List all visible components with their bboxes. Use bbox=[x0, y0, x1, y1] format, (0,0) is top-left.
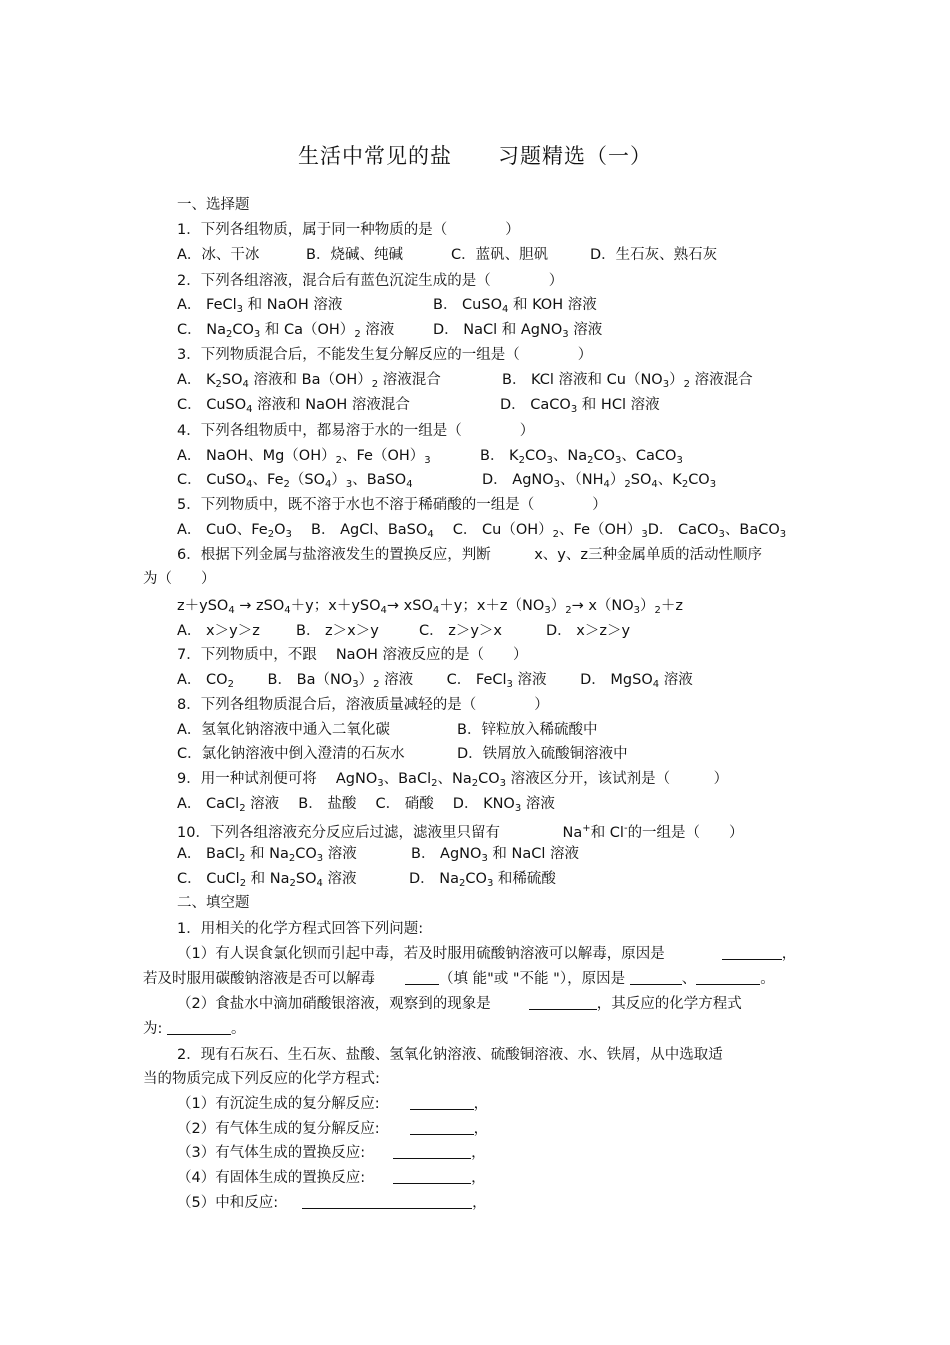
question-5: 5．下列物质中，既不溶于水也不溶于稀硝酸的一组是（ ） bbox=[177, 497, 607, 513]
fill-2-item-5: （5）中和反应: ， bbox=[177, 1195, 487, 1211]
q8-option-d: D．铁屑放入硫酸铜溶液中 bbox=[457, 746, 628, 762]
q8-option-b: B．锌粒放入稀硫酸中 bbox=[457, 722, 598, 738]
q3-option-b: B． KCl 溶液和 $Cu(NO_3)_2$ 溶液混合 bbox=[502, 372, 753, 390]
fill-2-item-1: （1）有沉淀生成的复分解反应: ， bbox=[177, 1096, 489, 1112]
fill-1-part1-cont: 若及时服用碳酸钠溶液是否可以解毒 （填 能"或 "不能 "），原因是 、 。 bbox=[143, 971, 775, 987]
fill-2-item-4: （4）有固体生成的置换反应: ， bbox=[177, 1170, 486, 1186]
q1-option-d: D．生石灰、熟石灰 bbox=[590, 247, 718, 263]
q2-option-a: A． FeCl$_3$ 和 NaOH 溶液 bbox=[177, 297, 343, 315]
q1-option-b: B．烧碱、纯碱 bbox=[306, 247, 403, 263]
q6-option-d: D． x＞z＞y bbox=[546, 623, 631, 639]
q1-option-a: A．冰、干冰 bbox=[177, 247, 260, 263]
q1-option-c: C．蓝矾、胆矾 bbox=[451, 247, 549, 263]
question-10: 10．下列各组溶液充分反应后过滤，滤液里只留有 Na+和 Cl-的一组是（ ） bbox=[177, 823, 744, 841]
question-3: 3．下列物质混合后，不能发生复分解反应的一组是（ ） bbox=[177, 347, 593, 363]
question-6-cont: 为（ ） bbox=[143, 571, 216, 587]
q6-equations: z＋ySO$_4$ → zSO$_4$＋y；x＋ySO$_4$→ xSO$_4$＋y；$x+z(NO_3)_2\to x(NO_3)_2+z$ bbox=[177, 598, 684, 616]
q8-option-c: C．氯化钠溶液中倒入澄清的石灰水 bbox=[177, 746, 405, 762]
fill-1-part2-cont: 为: 。 bbox=[143, 1021, 246, 1037]
q5-options: A． CuO、$Fe_2O_3$ B． AgCl、BaSO$_4$ C． $Cu(OH)_2$、$Fe(OH)_3D$． CaCO$_3$、BaCO$_3$ bbox=[177, 522, 787, 540]
fill-1-part2: （2）食盐水中滴加硝酸银溶液，观察到的现象是 ，其反应的化学方程式 bbox=[177, 996, 742, 1012]
q2-option-b: B． CuSO$_4$ 和 KOH 溶液 bbox=[433, 297, 597, 315]
section-fill-heading: 二、填空题 bbox=[177, 895, 250, 911]
q2-option-c: C． $Na_2CO_3$ 和 $Ca(OH)_2$ 溶液 bbox=[177, 322, 395, 340]
q9-options: A． CaCl$_2$ 溶液 B． 盐酸 C． 硝酸 D． $KNO_3$ 溶液 bbox=[177, 796, 555, 814]
question-1: 1．下列各组物质，属于同一种物质的是（ ） bbox=[177, 222, 520, 238]
page-title: 生活中常见的盐 习题精选（一） bbox=[298, 144, 652, 168]
q6-option-b: B． z＞x＞y bbox=[296, 623, 379, 639]
q6-option-c: C． z＞y＞x bbox=[419, 623, 503, 639]
q3-option-a: A． $K_2SO_4$ 溶液和 $Ba(OH)_2$ 溶液混合 bbox=[177, 372, 441, 390]
q4-option-c: C． CuSO$_4$、$Fe_2(SO_4)_3$、BaSO$_4$ bbox=[177, 472, 413, 490]
q6-option-a: A． x＞y＞z bbox=[177, 623, 260, 639]
q4-option-b: B． $K_2CO_3$、$Na_2CO_3$、CaCO$_3$ bbox=[480, 448, 683, 466]
question-6: 6．根据下列金属与盐溶液发生的置换反应，判断 x、y、z三种金属单质的活动性顺序 bbox=[177, 547, 762, 563]
q2-option-d: D． NaCl 和 AgNO$_3$ 溶液 bbox=[433, 322, 603, 340]
q4-option-a: A． NaOH、$Mg(OH)_2$、$Fe(OH)_3$ bbox=[177, 448, 431, 466]
question-7: 7．下列物质中，不跟 NaOH 溶液反应的是（ ） bbox=[177, 647, 528, 663]
q10-option-d: D． $Na_2CO_3$ 和稀硫酸 bbox=[409, 871, 556, 889]
q4-option-d: D． AgNO$_3$、$(NH_4)_2SO_4$、$K_2CO_3$ bbox=[482, 472, 717, 490]
q8-option-a: A．氢氧化钠溶液中通入二氧化碳 bbox=[177, 722, 390, 738]
q7-options: A． $CO_2$ B． $Ba(NO_3)_2$ 溶液 C． FeCl$_3$ 溶液 D． MgSO$_4$ 溶液 bbox=[177, 672, 693, 690]
question-4: 4．下列各组物质中，都易溶于水的一组是（ ） bbox=[177, 423, 535, 439]
fill-2-item-3: （3）有气体生成的置换反应: ， bbox=[177, 1145, 486, 1161]
fill-1: 1．用相关的化学方程式回答下列问题: bbox=[177, 921, 424, 937]
fill-1-part1: （1）有人误食氯化钡而引起中毒，若及时服用硫酸钠溶液可以解毒，原因是 ， bbox=[177, 946, 797, 962]
fill-2-cont: 当的物质完成下列反应的化学方程式: bbox=[143, 1071, 380, 1087]
q3-option-d: D． CaCO$_3$ 和 HCl 溶液 bbox=[500, 397, 660, 415]
q3-option-c: C． CuSO$_4$ 溶液和 NaOH 溶液混合 bbox=[177, 397, 410, 415]
question-8: 8．下列各组物质混合后，溶液质量减轻的是（ ） bbox=[177, 697, 549, 713]
q10-option-b: B． AgNO$_3$ 和 NaCl 溶液 bbox=[411, 846, 580, 864]
question-9: 9．用一种试剂便可将 AgNO$_3$、BaCl$_2$、$Na_2CO_3$ 溶液区分开，该试剂是（ ） bbox=[177, 771, 729, 789]
section-choice-heading: 一、选择题 bbox=[177, 197, 250, 213]
question-2: 2．下列各组溶液，混合后有蓝色沉淀生成的是（ ） bbox=[177, 273, 564, 289]
q10-option-a: A． BaCl$_2$ 和 $Na_2CO_3$ 溶液 bbox=[177, 846, 357, 864]
fill-2: 2．现有石灰石、生石灰、盐酸、氢氧化钠溶液、硫酸铜溶液、水、铁屑，从中选取适 bbox=[177, 1047, 723, 1063]
fill-2-item-2: （2）有气体生成的复分解反应: ， bbox=[177, 1121, 489, 1137]
q10-option-c: C． CuCl$_2$ 和 $Na_2SO_4$ 溶液 bbox=[177, 871, 357, 889]
